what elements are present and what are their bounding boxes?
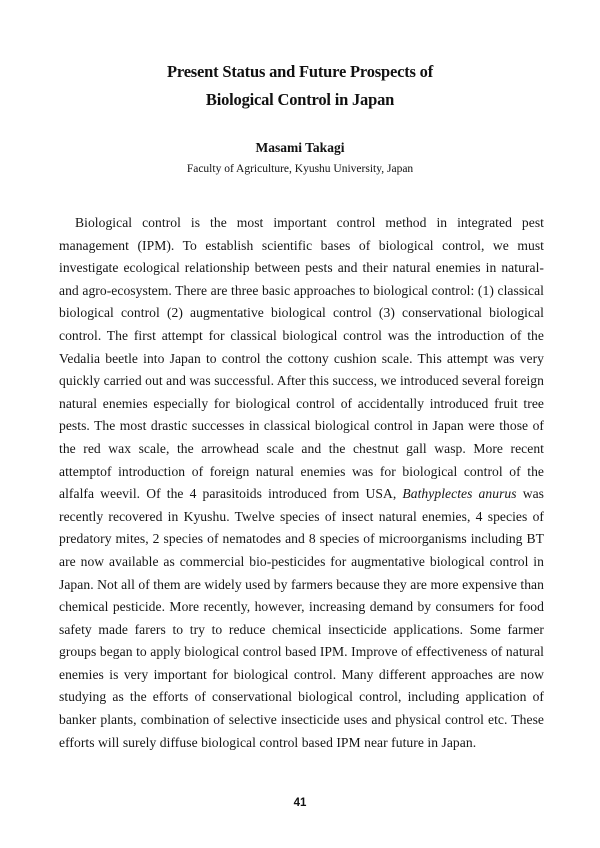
species-name-italic: Bathyplectes anurus [402,486,517,502]
author-affiliation: Faculty of Agriculture, Kyushu University, Japan [186,163,414,175]
paper-title-line-2: Biological Control in Japan [205,90,395,109]
author-name: Masami Takagi [255,140,345,155]
page-number: 41 [293,797,307,809]
abstract-paragraph [59,212,544,754]
abstract-text-part-2: was recently recovered in Kyushu. Twelve species of insect natural enemies, 4 species of predatory mites, 2 species of nematodes and 8 species of microorganisms including BT are now available as commercial bio-pesticides for augmentative biological control in Japan. Not all of them are widely used by farmers because they are more expensive than chemical pesticide. More recently, however, increasing demand by consumers for food safety made farers to try to reduce chemical insecticide applications. Some farmer groups began to apply biological control based IPM. Improve of effectiveness of natural enemies is very important for biological control. Many different approaches are now studying as the efforts of conservational biological control, including application of banker plants, combination of selective insecticide uses and physical control etc. These efforts will surely diffuse biological control based IPM near future in Japan. [59,486,544,750]
paper-title-line-1: Present Status and Future Prospects of [166,62,434,81]
abstract-text-part-1: Biological control is the most important control method in integrated pest management (IPM). To establish scientific bases of biological control, we must investigate ecological relationship between pests and their natural enemies in natural-and agro-ecosystem. There are three basic approaches to biological control: (1) classical biological control (2) augmentative biological control (3) conservational biological control. The first attempt for classical biological control was the introduction of the Vedalia beetle into Japan to control the cottony cushion scale. This attempt was very quickly carried out and was successful. After this success, we introduced several foreign natural enemies especially for biological control of accidentally introduced fruit tree pests. The most drastic successes in classical biological control in Japan were those of the red wax scale, the arrowhead scale and the chestnut gall wasp. More recent attemptof introduction of foreign natural enemies was for biological control of the alfalfa weevil. Of the 4 parasitoids introduced from USA, [59,215,544,502]
